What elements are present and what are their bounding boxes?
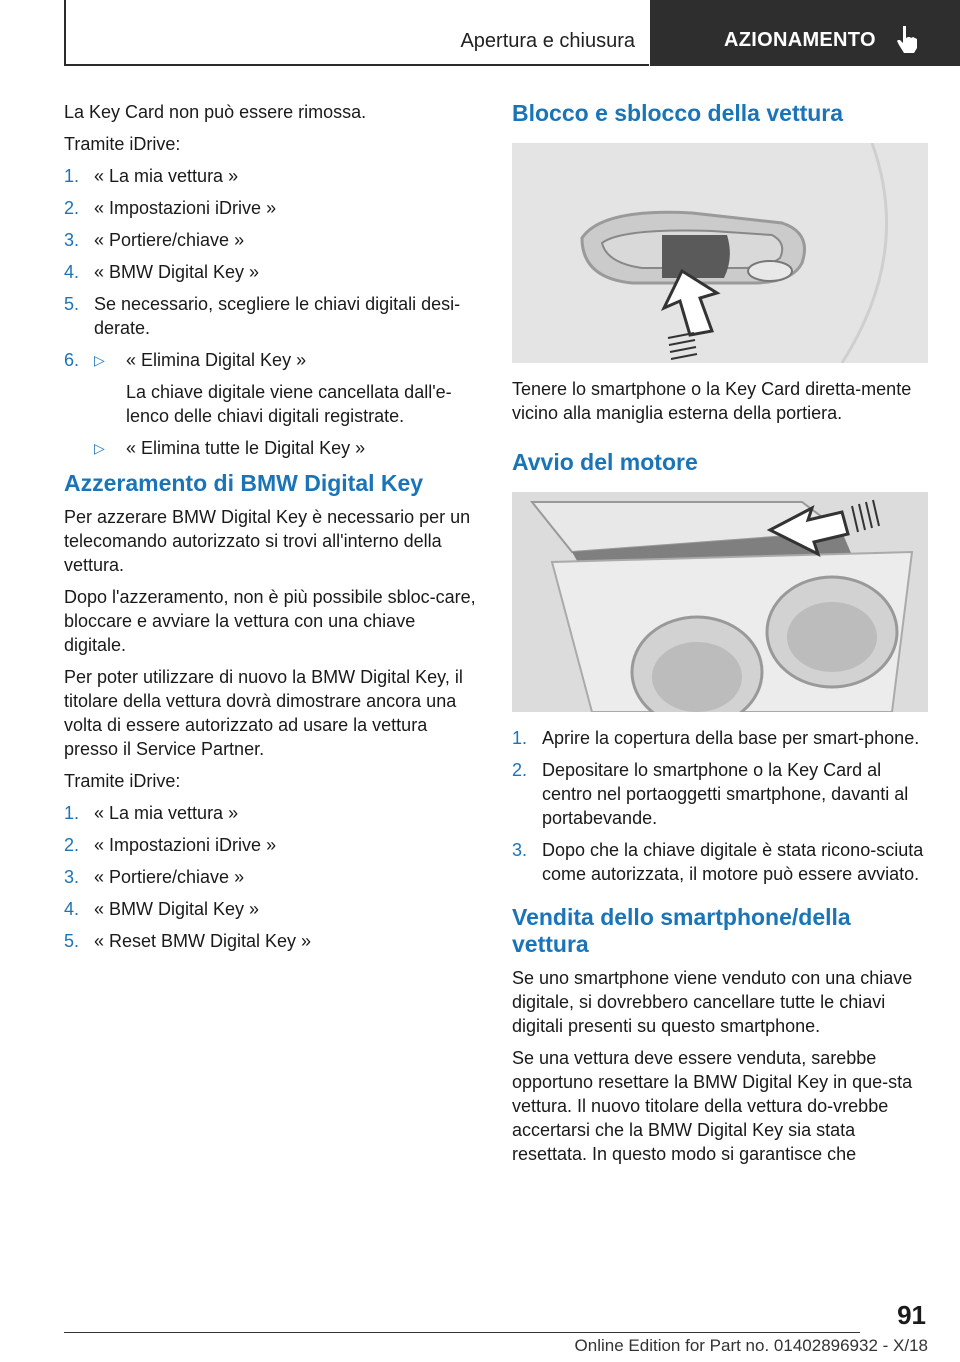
heading-sale: Vendita dello smartphone/della vettura — [512, 904, 851, 957]
list-item — [64, 897, 480, 921]
list-item — [64, 865, 480, 889]
triangle-bullet-icon: ▷ — [94, 440, 105, 456]
paragraph: Dopo l'azzeramento, non è più possibile sbloc-care, bloccare e avviare la vettura con una chiave digitale. — [64, 587, 476, 655]
header-chapter-label: AZIONAMENTO — [724, 29, 876, 51]
list-item — [64, 196, 480, 220]
list-text: « La mia vettura » — [94, 803, 239, 823]
steps-list-delete — [64, 164, 480, 460]
list-number: 5. — [64, 931, 80, 951]
list-text: Depositare lo smartphone o la Key Card al centro nel portaoggetti smartphone, davanti al portabevande. — [542, 760, 909, 828]
list-item — [512, 726, 928, 750]
option-note: La chiave digitale viene cancellata dall'e-lenco delle chiavi digitali registrate. — [126, 382, 452, 426]
option-item — [94, 348, 480, 428]
list-number: 3. — [512, 840, 528, 860]
list-item — [64, 348, 480, 460]
list-item — [64, 801, 480, 825]
header-chapter-tab[interactable] — [650, 0, 960, 66]
list-item — [64, 292, 480, 340]
list-text: « Impostazioni iDrive » — [94, 835, 277, 855]
steps-list-start — [512, 726, 928, 886]
list-number: 6. — [64, 350, 80, 370]
triangle-bullet-icon: ▷ — [94, 352, 105, 368]
paragraph: Tramite iDrive: — [64, 134, 181, 154]
list-text: « BMW Digital Key » — [94, 899, 260, 919]
list-text: Se necessario, scegliere le chiavi digitali desi-derate. — [94, 294, 461, 338]
paragraph: Per azzerare BMW Digital Key è necessario per un telecomando autorizzato si trovi all'interno della vettura. — [64, 507, 471, 575]
list-number: 3. — [64, 867, 80, 887]
left-column — [64, 100, 480, 963]
list-number: 4. — [64, 262, 80, 282]
header-rule-bottom — [64, 64, 649, 66]
option-label: « Elimina tutte le Digital Key » — [126, 438, 366, 458]
list-number: 3. — [64, 230, 80, 250]
footer-rule — [64, 1332, 860, 1333]
list-number: 2. — [512, 760, 528, 780]
list-text: « La mia vettura » — [94, 166, 239, 186]
option-label: « Elimina Digital Key » — [126, 350, 307, 370]
paragraph: Tenere lo smartphone o la Key Card diretta-mente vicino alla maniglia esterna della portiera. — [512, 379, 912, 423]
list-number: 5. — [64, 294, 80, 314]
list-number: 1. — [64, 803, 80, 823]
steps-list-reset — [64, 801, 480, 953]
list-text: « Impostazioni iDrive » — [94, 198, 277, 218]
paragraph: Per poter utilizzare di nuovo la BMW Digital Key, il titolare della vettura dovrà dimostrare ancora una volta di essere autorizzato ad usare la vettura presso il Service Partner. — [64, 667, 463, 759]
header-section-title: Apertura e chiusura — [460, 30, 635, 52]
footer-edition: Online Edition for Part no. 01402896932 - X/18 — [574, 1336, 928, 1355]
list-item — [64, 228, 480, 252]
smartphone-tray-illustration — [512, 492, 928, 712]
page-number: 91 — [897, 1300, 926, 1330]
door-handle-illustration — [512, 143, 928, 363]
option-item — [94, 436, 480, 460]
heading-reset: Azzeramento di BMW Digital Key — [64, 470, 424, 496]
list-number: 2. — [64, 198, 80, 218]
list-number: 2. — [64, 835, 80, 855]
list-item — [64, 260, 480, 284]
list-item — [64, 929, 480, 953]
right-column — [512, 100, 928, 1174]
list-item — [512, 838, 928, 886]
list-text: « Reset BMW Digital Key » — [94, 931, 312, 951]
list-number: 1. — [64, 166, 80, 186]
list-item — [64, 164, 480, 188]
heading-start: Avvio del motore — [512, 449, 698, 475]
list-number: 1. — [512, 728, 528, 748]
paragraph: Se uno smartphone viene venduto con una chiave digitale, si dovrebbero cancellare tutte le chiavi digitali presenti su questo smartphone. — [512, 968, 913, 1036]
hand-pointer-icon — [894, 24, 920, 54]
header-rule-left — [64, 0, 66, 66]
paragraph: Tramite iDrive: — [64, 771, 181, 791]
list-text: Dopo che la chiave digitale è stata ricono-sciuta come autorizzata, il motore può essere avviato. — [542, 840, 924, 884]
list-item — [64, 833, 480, 857]
list-item — [512, 758, 928, 830]
list-number: 4. — [64, 899, 80, 919]
list-text: Aprire la copertura della base per smart-phone. — [542, 728, 920, 748]
paragraph: Se una vettura deve essere venduta, sarebbe opportuno resettare la BMW Digital Key in que-sta vettura. Il nuovo titolare della vettura do-vrebbe accertarsi che la BMW Digital Key sia stata resettata. In questo modo si garantisce che — [512, 1048, 913, 1164]
heading-lock: Blocco e sblocco della vettura — [512, 100, 844, 126]
paragraph: La Key Card non può essere rimossa. — [64, 102, 367, 122]
list-text: « BMW Digital Key » — [94, 262, 260, 282]
list-text: « Portiere/chiave » — [94, 230, 245, 250]
list-text: « Portiere/chiave » — [94, 867, 245, 887]
